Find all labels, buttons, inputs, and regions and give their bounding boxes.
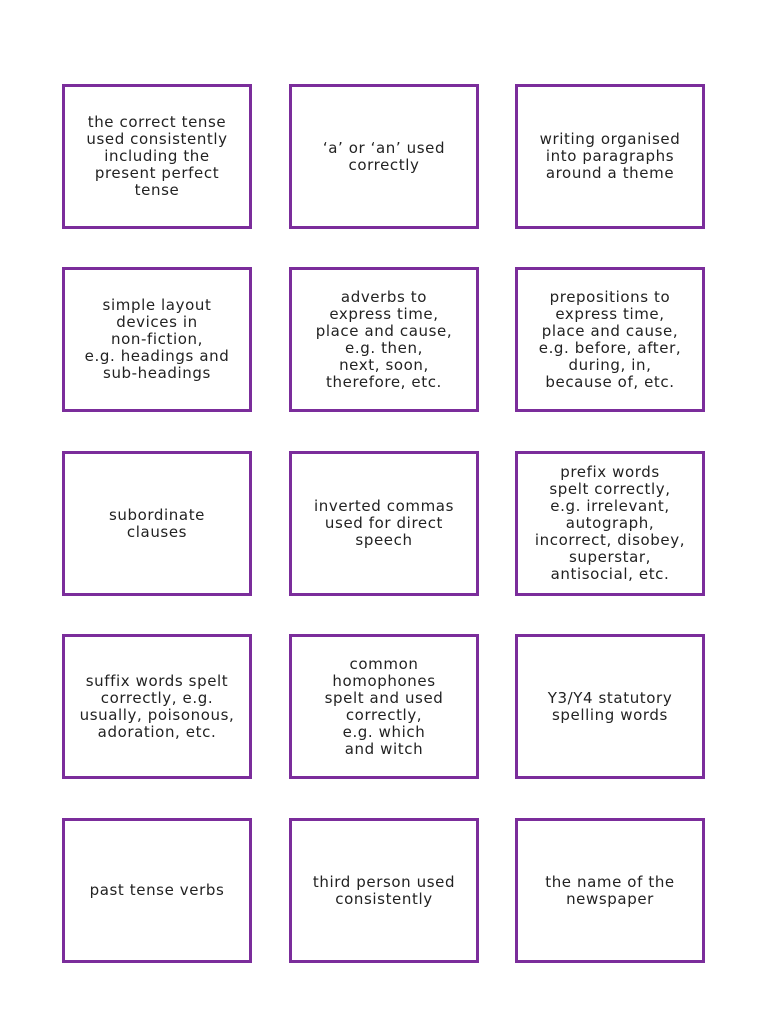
card-third-person: [289, 818, 479, 963]
card-prepositions: [515, 267, 705, 412]
card-text: Y3/Y4 statutory spelling words: [547, 688, 673, 724]
card-correct-tense: [62, 84, 252, 229]
card-text: subordinate clauses: [108, 505, 206, 541]
card-text: ‘a’ or ‘an’ used correctly: [322, 138, 446, 174]
card-text: past tense verbs: [89, 881, 225, 899]
card-text: suffix words spelt correctly, e.g. usually, poisonous, adoration, etc.: [79, 671, 235, 741]
card-statutory-spelling: [515, 634, 705, 779]
card-suffix-words: [62, 634, 252, 779]
card-text: the name of the newspaper: [545, 872, 675, 908]
card-past-tense: [62, 818, 252, 963]
card-text: inverted commas used for direct speech: [313, 497, 454, 549]
card-text: simple layout devices in non-fiction, e.g. headings and sub-headings: [84, 296, 230, 382]
card-paragraphs: [515, 84, 705, 229]
card-layout-devices: [62, 267, 252, 412]
card-text: the correct tense used consistently including the present perfect tense: [86, 113, 228, 199]
card-homophones: [289, 634, 479, 779]
card-text: writing organised into paragraphs around a theme: [539, 130, 681, 182]
card-inverted-commas: [289, 451, 479, 596]
card-prefix-words: [515, 451, 705, 596]
card-text: third person used consistently: [312, 872, 456, 908]
card-a-or-an: [289, 84, 479, 229]
card-text: common homophones spelt and used correctly, e.g. which and witch: [324, 654, 444, 758]
card-subordinate-clauses: [62, 451, 252, 596]
card-text: prefix words spelt correctly, e.g. irrelevant, autograph, incorrect, disobey, superstar, antisocial, etc.: [534, 463, 686, 583]
card-newspaper-name: [515, 818, 705, 963]
card-text: adverbs to express time, place and cause, e.g. then, next, soon, therefore, etc.: [315, 287, 453, 391]
card-adverbs: [289, 267, 479, 412]
card-text: prepositions to express time, place and cause, e.g. before, after, during, in, because of, etc.: [538, 287, 682, 391]
